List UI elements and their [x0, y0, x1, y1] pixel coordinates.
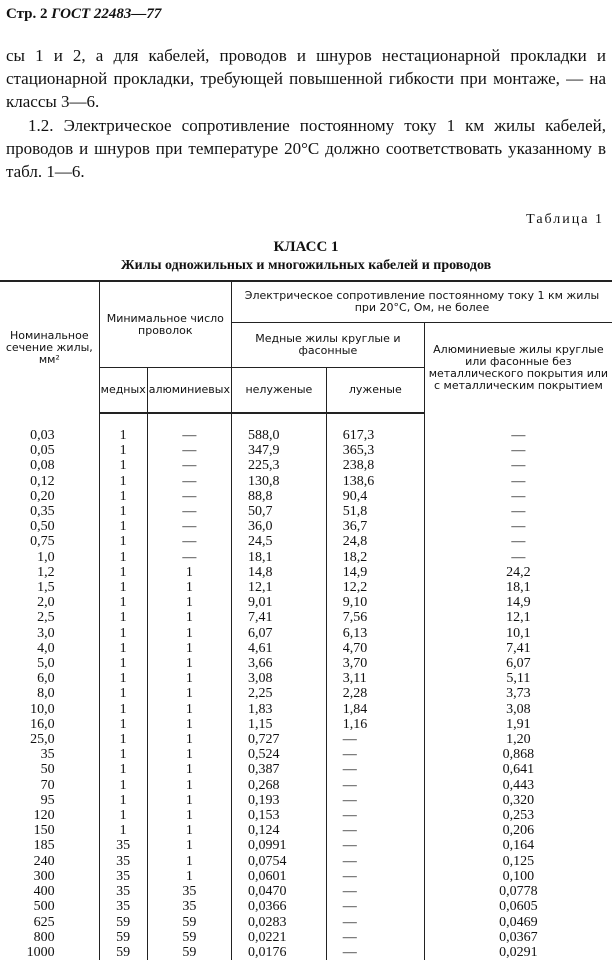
table-row — [0, 823, 612, 838]
table-row — [0, 747, 612, 762]
table-row — [0, 626, 612, 641]
cell-tinned: 4,70 — [326, 641, 424, 656]
cell-copper-wires: 1 — [99, 626, 147, 641]
cell-aluminium-wires: 1 — [147, 854, 231, 869]
cell-aluminium-wires: — — [147, 534, 231, 549]
cell-untinned: 588,0 — [231, 428, 326, 443]
cell-aluminium-wires: 1 — [147, 838, 231, 853]
cell-aluminium-resistance: — — [424, 519, 612, 534]
cell-aluminium-wires: 1 — [147, 671, 231, 686]
header-copper-wires: медных — [99, 368, 147, 414]
cell-copper-wires: 1 — [99, 489, 147, 504]
cell-aluminium-resistance: 0,0291 — [424, 945, 612, 960]
cell-section: 1,0 — [37, 549, 55, 565]
cell-untinned: 18,1 — [231, 550, 326, 565]
cell-untinned: 4,61 — [231, 641, 326, 656]
cell-aluminium-resistance: 1,91 — [424, 717, 612, 732]
cell-section: 0,03 — [30, 428, 55, 443]
cell-copper-wires: 1 — [99, 641, 147, 656]
cell-copper-wires: 35 — [99, 884, 147, 899]
table-subtitle: Жилы одножильных и многожильных кабелей и проводов — [120, 258, 492, 273]
cell-section: 300 — [33, 868, 55, 884]
cell-section: 120 — [33, 808, 55, 824]
cell-copper-wires: 1 — [99, 793, 147, 808]
cell-tinned: 14,9 — [326, 565, 424, 580]
cell-tinned: 24,8 — [326, 534, 424, 549]
cell-tinned: 51,8 — [326, 504, 424, 519]
cell-untinned: 36,0 — [231, 519, 326, 534]
cell-tinned: — — [326, 884, 424, 899]
cell-section: 0,50 — [30, 519, 55, 535]
table-row — [0, 702, 612, 717]
header-tinned: луженые — [326, 368, 424, 414]
cell-aluminium-wires: 1 — [147, 793, 231, 808]
cell-aluminium-wires: 1 — [147, 702, 231, 717]
cell-untinned: 130,8 — [231, 474, 326, 489]
cell-aluminium-resistance: 0,443 — [424, 778, 612, 793]
table-row — [0, 671, 612, 686]
cell-untinned: 225,3 — [231, 458, 326, 473]
cell-tinned: — — [326, 945, 424, 960]
cell-section: 8,0 — [37, 686, 55, 702]
cell-aluminium-resistance: 0,0778 — [424, 884, 612, 899]
cell-aluminium-wires: — — [147, 443, 231, 458]
cell-tinned: — — [326, 778, 424, 793]
table-row — [0, 550, 612, 565]
cell-copper-wires: 35 — [99, 838, 147, 853]
table-row — [0, 489, 612, 504]
cell-tinned: 3,70 — [326, 656, 424, 671]
cell-section: 2,0 — [37, 595, 55, 611]
cell-tinned: — — [326, 854, 424, 869]
cell-tinned: — — [326, 732, 424, 747]
cell-tinned: — — [326, 793, 424, 808]
cell-section: 0,35 — [30, 504, 55, 520]
cell-copper-wires: 1 — [99, 580, 147, 595]
cell-untinned: 347,9 — [231, 443, 326, 458]
cell-section: 500 — [33, 899, 55, 915]
table-number: Таблица 1 — [526, 212, 604, 227]
cell-aluminium-resistance: 6,07 — [424, 656, 612, 671]
cell-tinned: — — [326, 930, 424, 945]
cell-untinned: 6,07 — [231, 626, 326, 641]
table-row — [0, 656, 612, 671]
cell-untinned: 0,387 — [231, 762, 326, 777]
header-copper-cores: Медные жилы круглые и фасонные — [231, 323, 424, 368]
table-row — [0, 443, 612, 458]
cell-aluminium-resistance: 0,125 — [424, 854, 612, 869]
cell-copper-wires: 1 — [99, 778, 147, 793]
cell-aluminium-resistance: 14,9 — [424, 595, 612, 610]
cell-copper-wires: 59 — [99, 945, 147, 960]
cell-aluminium-resistance: — — [424, 458, 612, 473]
cell-tinned: 617,3 — [326, 428, 424, 443]
cell-section: 1,5 — [37, 580, 55, 596]
cell-untinned: 7,41 — [231, 610, 326, 625]
cell-copper-wires: 35 — [99, 869, 147, 884]
cell-copper-wires: 1 — [99, 428, 147, 443]
cell-aluminium-resistance: — — [424, 534, 612, 549]
table-row — [0, 458, 612, 473]
cell-copper-wires: 1 — [99, 550, 147, 565]
cell-untinned: 1,83 — [231, 702, 326, 717]
cell-untinned: 1,15 — [231, 717, 326, 732]
cell-section: 185 — [33, 838, 55, 854]
cell-tinned: 36,7 — [326, 519, 424, 534]
header-aluminium-wires: алюминиевых — [147, 368, 231, 414]
cell-section: 0,75 — [30, 534, 55, 550]
cell-untinned: 3,08 — [231, 671, 326, 686]
cell-copper-wires: 1 — [99, 504, 147, 519]
cell-aluminium-wires: 1 — [147, 686, 231, 701]
cell-aluminium-resistance: 0,253 — [424, 808, 612, 823]
cell-aluminium-wires: 1 — [147, 626, 231, 641]
cell-aluminium-wires: 59 — [147, 915, 231, 930]
cell-copper-wires: 1 — [99, 519, 147, 534]
cell-section: 50 — [40, 762, 55, 778]
cell-tinned: 238,8 — [326, 458, 424, 473]
table-row — [0, 474, 612, 489]
table-row — [0, 565, 612, 580]
cell-tinned: 2,28 — [326, 686, 424, 701]
cell-untinned: 14,8 — [231, 565, 326, 580]
cell-aluminium-resistance: 0,206 — [424, 823, 612, 838]
cell-aluminium-wires: 1 — [147, 595, 231, 610]
cell-tinned: 12,2 — [326, 580, 424, 595]
cell-section: 35 — [40, 747, 55, 763]
cell-aluminium-wires: 1 — [147, 656, 231, 671]
cell-copper-wires: 35 — [99, 899, 147, 914]
cell-section: 0,12 — [30, 473, 55, 489]
cell-untinned: 50,7 — [231, 504, 326, 519]
cell-section: 6,0 — [37, 671, 55, 687]
cell-aluminium-resistance: — — [424, 443, 612, 458]
cell-untinned: 0,0754 — [231, 854, 326, 869]
cell-section: 4,0 — [37, 640, 55, 656]
cell-aluminium-wires: 1 — [147, 823, 231, 838]
cell-copper-wires: 59 — [99, 930, 147, 945]
cell-copper-wires: 35 — [99, 854, 147, 869]
cell-aluminium-wires: — — [147, 428, 231, 443]
cell-tinned: 90,4 — [326, 489, 424, 504]
table-row — [0, 793, 612, 808]
cell-untinned: 9,01 — [231, 595, 326, 610]
cell-section: 10,0 — [30, 701, 55, 717]
cell-aluminium-resistance: — — [424, 489, 612, 504]
cell-untinned: 0,524 — [231, 747, 326, 762]
table-row — [0, 610, 612, 625]
cell-tinned: — — [326, 838, 424, 853]
header-section: Номинальное сечение жилы, мм² — [0, 281, 99, 413]
cell-untinned: 0,124 — [231, 823, 326, 838]
table-row — [0, 945, 612, 960]
cell-aluminium-wires: 35 — [147, 899, 231, 914]
cell-untinned: 0,0601 — [231, 869, 326, 884]
cell-aluminium-wires: 1 — [147, 565, 231, 580]
cell-section: 0,05 — [30, 443, 55, 459]
table-row — [0, 519, 612, 534]
table-row — [0, 884, 612, 899]
cell-section: 1,2 — [37, 564, 55, 580]
cell-tinned: — — [326, 823, 424, 838]
paragraph-continuation: сы 1 и 2, а для кабелей, проводов и шнуров нестационарной прокладки и стационарной прокладки, требующей повышенной гибкости при монтаже, — на классы 3—6. — [6, 46, 606, 111]
cell-copper-wires: 1 — [99, 762, 147, 777]
cell-aluminium-wires: — — [147, 458, 231, 473]
cell-copper-wires: 1 — [99, 534, 147, 549]
cell-copper-wires: 1 — [99, 747, 147, 762]
cell-section: 0,08 — [30, 458, 55, 474]
cell-copper-wires: 1 — [99, 656, 147, 671]
cell-aluminium-resistance: 0,641 — [424, 762, 612, 777]
table-title: КЛАСС 1 — [273, 239, 339, 255]
cell-aluminium-wires: — — [147, 504, 231, 519]
cell-tinned: 1,84 — [326, 702, 424, 717]
cell-aluminium-resistance: 12,1 — [424, 610, 612, 625]
cell-aluminium-resistance: 0,100 — [424, 869, 612, 884]
cell-section: 240 — [33, 853, 55, 869]
cell-aluminium-resistance: 0,320 — [424, 793, 612, 808]
cell-untinned: 3,66 — [231, 656, 326, 671]
cell-aluminium-resistance: — — [424, 428, 612, 443]
cell-aluminium-wires: 1 — [147, 717, 231, 732]
cell-aluminium-resistance: 0,0469 — [424, 915, 612, 930]
cell-untinned: 24,5 — [231, 534, 326, 549]
table-row — [0, 428, 612, 443]
table-title-block — [0, 238, 612, 256]
cell-aluminium-resistance: 10,1 — [424, 626, 612, 641]
cell-tinned: — — [326, 808, 424, 823]
cell-section: 2,5 — [37, 610, 55, 626]
cell-section: 1000 — [26, 944, 55, 960]
table-row — [0, 534, 612, 549]
cell-aluminium-wires: — — [147, 550, 231, 565]
cell-aluminium-resistance: — — [424, 474, 612, 489]
cell-tinned: 1,16 — [326, 717, 424, 732]
table-row — [0, 580, 612, 595]
document-code: ГОСТ 22483—77 — [51, 6, 162, 22]
cell-aluminium-wires: 1 — [147, 808, 231, 823]
cell-section: 95 — [40, 792, 55, 808]
cell-aluminium-wires: 1 — [147, 778, 231, 793]
cell-aluminium-wires: 1 — [147, 641, 231, 656]
cell-copper-wires: 1 — [99, 671, 147, 686]
cell-tinned: 365,3 — [326, 443, 424, 458]
table-row — [0, 854, 612, 869]
table-row — [0, 686, 612, 701]
cell-section: 70 — [40, 777, 55, 793]
cell-tinned: 18,2 — [326, 550, 424, 565]
cell-tinned: 138,6 — [326, 474, 424, 489]
page-number: Стр. 2 — [6, 6, 48, 22]
page-header — [6, 6, 161, 23]
cell-tinned: — — [326, 869, 424, 884]
header-aluminium-cores: Алюминиевые жилы круглые или фасонные без металлического покрытия или с металлическим покрытием — [424, 323, 612, 414]
cell-copper-wires: 1 — [99, 808, 147, 823]
cell-untinned: 0,153 — [231, 808, 326, 823]
cell-aluminium-resistance: 0,868 — [424, 747, 612, 762]
header-min-wires: Минимальное число проволок — [99, 281, 231, 368]
cell-copper-wires: 1 — [99, 717, 147, 732]
cell-aluminium-wires: 35 — [147, 884, 231, 899]
table-row — [0, 778, 612, 793]
cell-aluminium-resistance: 7,41 — [424, 641, 612, 656]
cell-untinned: 0,0176 — [231, 945, 326, 960]
cell-copper-wires: 1 — [99, 595, 147, 610]
cell-aluminium-wires: 1 — [147, 747, 231, 762]
table-row — [0, 869, 612, 884]
cell-aluminium-wires: — — [147, 519, 231, 534]
cell-aluminium-wires: 59 — [147, 930, 231, 945]
cell-tinned: 3,11 — [326, 671, 424, 686]
table-row — [0, 732, 612, 747]
table-row — [0, 899, 612, 914]
table-row — [0, 930, 612, 945]
table-row — [0, 595, 612, 610]
cell-aluminium-resistance: 5,11 — [424, 671, 612, 686]
cell-aluminium-wires: 1 — [147, 869, 231, 884]
table-row — [0, 915, 612, 930]
paragraph-1-2: 1.2. Электрическое сопротивление постоянному току 1 км жилы кабелей, проводов и шнуров при температуре 20°C должно соответствовать указанному в табл. 1—6. — [6, 116, 606, 181]
cell-copper-wires: 1 — [99, 823, 147, 838]
table-row — [0, 717, 612, 732]
table-row — [0, 504, 612, 519]
cell-aluminium-resistance: 1,20 — [424, 732, 612, 747]
cell-aluminium-resistance: — — [424, 504, 612, 519]
cell-aluminium-resistance: 3,73 — [424, 686, 612, 701]
header-resistance: Электрическое сопротивление постоянному току 1 км жилы при 20°С, Ом, не более — [231, 281, 612, 323]
cell-tinned: 6,13 — [326, 626, 424, 641]
cell-aluminium-wires: 1 — [147, 580, 231, 595]
cell-copper-wires: 1 — [99, 732, 147, 747]
cell-aluminium-wires: — — [147, 489, 231, 504]
cell-copper-wires: 1 — [99, 610, 147, 625]
table-row — [0, 762, 612, 777]
cell-aluminium-resistance: 0,164 — [424, 838, 612, 853]
cell-untinned: 0,0366 — [231, 899, 326, 914]
cell-section: 5,0 — [37, 656, 55, 672]
header-untinned: нелуженые — [231, 368, 326, 414]
cell-aluminium-wires: 1 — [147, 610, 231, 625]
cell-section: 625 — [33, 914, 55, 930]
cell-tinned: — — [326, 915, 424, 930]
cell-untinned: 0,0991 — [231, 838, 326, 853]
table-row — [0, 641, 612, 656]
cell-aluminium-wires: 1 — [147, 762, 231, 777]
cell-section: 3,0 — [37, 625, 55, 641]
cell-untinned: 0,268 — [231, 778, 326, 793]
cell-aluminium-resistance: — — [424, 550, 612, 565]
cell-tinned: — — [326, 899, 424, 914]
cell-aluminium-resistance: 18,1 — [424, 580, 612, 595]
cell-untinned: 0,193 — [231, 793, 326, 808]
cell-untinned: 0,0221 — [231, 930, 326, 945]
cell-section: 16,0 — [30, 716, 55, 732]
cell-section: 800 — [33, 929, 55, 945]
resistance-table — [0, 260, 612, 960]
cell-untinned: 0,0470 — [231, 884, 326, 899]
cell-copper-wires: 1 — [99, 458, 147, 473]
cell-untinned: 88,8 — [231, 489, 326, 504]
cell-untinned: 2,25 — [231, 686, 326, 701]
cell-aluminium-wires: 59 — [147, 945, 231, 960]
cell-section: 150 — [33, 823, 55, 839]
cell-aluminium-resistance: 24,2 — [424, 565, 612, 580]
cell-tinned: 9,10 — [326, 595, 424, 610]
cell-copper-wires: 1 — [99, 474, 147, 489]
cell-aluminium-wires: — — [147, 474, 231, 489]
cell-untinned: 0,0283 — [231, 915, 326, 930]
cell-section: 0,20 — [30, 488, 55, 504]
cell-untinned: 0,727 — [231, 732, 326, 747]
cell-copper-wires: 1 — [99, 702, 147, 717]
table-row — [0, 838, 612, 853]
cell-aluminium-wires: 1 — [147, 732, 231, 747]
cell-section: 25,0 — [30, 732, 55, 748]
cell-copper-wires: 1 — [99, 686, 147, 701]
cell-copper-wires: 1 — [99, 443, 147, 458]
table-body — [0, 413, 612, 960]
cell-tinned: 7,56 — [326, 610, 424, 625]
cell-aluminium-resistance: 0,0367 — [424, 930, 612, 945]
cell-tinned: — — [326, 762, 424, 777]
cell-copper-wires: 59 — [99, 915, 147, 930]
table-row — [0, 808, 612, 823]
cell-section: 400 — [33, 884, 55, 900]
cell-tinned: — — [326, 747, 424, 762]
cell-aluminium-resistance: 0,0605 — [424, 899, 612, 914]
cell-untinned: 12,1 — [231, 580, 326, 595]
cell-copper-wires: 1 — [99, 565, 147, 580]
cell-aluminium-resistance: 3,08 — [424, 702, 612, 717]
